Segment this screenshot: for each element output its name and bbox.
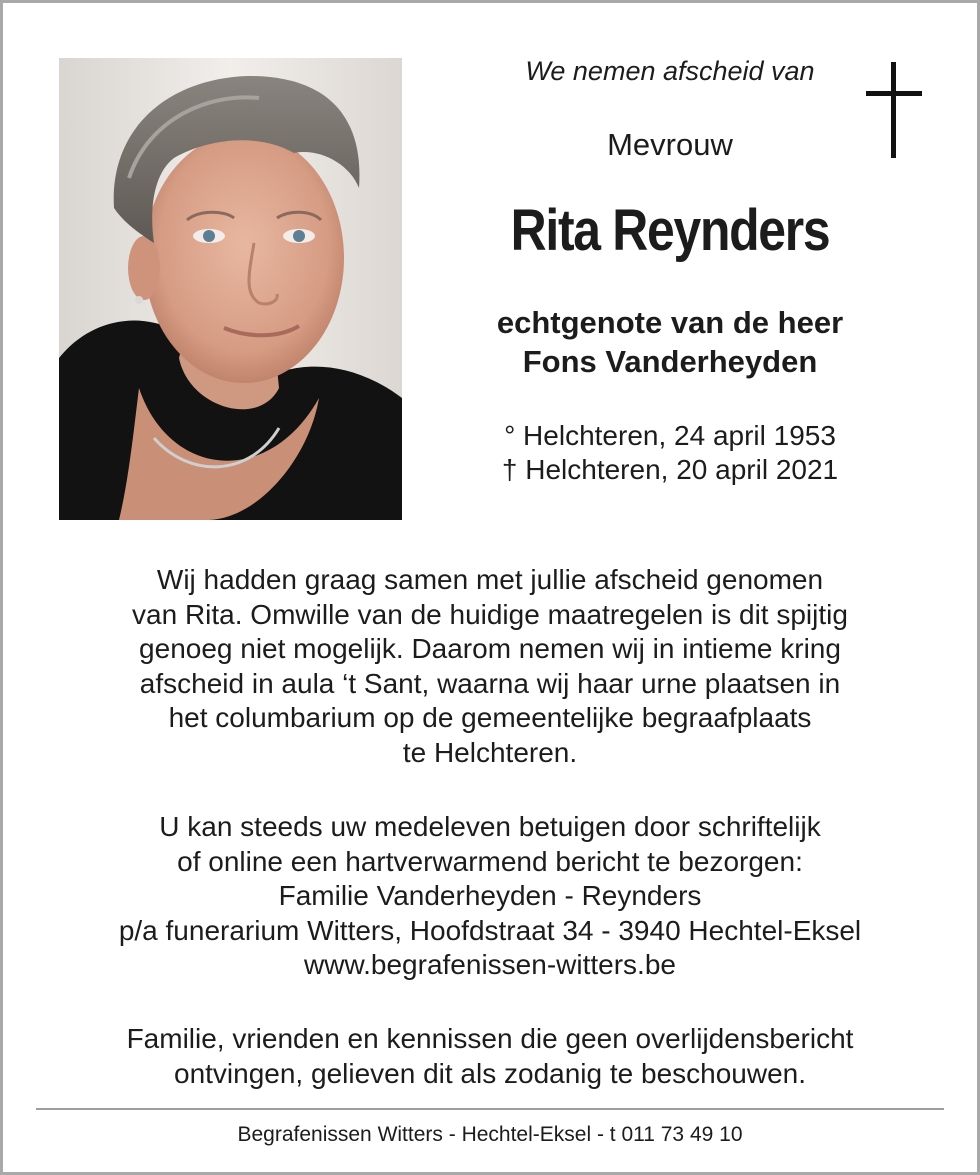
paragraph-line: of online een hartverwarmend bericht te bezorgen: (177, 845, 803, 877)
paragraph-line: het columbarium op de gemeentelijke begraafplaats (168, 702, 812, 733)
salutation: Mevrouw (607, 127, 733, 162)
intro-text: We nemen afscheid van (525, 56, 815, 86)
family-name: Familie Vanderheyden - Reynders (278, 880, 702, 911)
paragraph-line: U kan steeds uw medeleven betuigen door schriftelijk (159, 811, 821, 842)
funeral-home-address: p/a funerarium Witters, Hoofdstraat 34 - 3940 Hechtel-Eksel (118, 914, 862, 946)
condolence-paragraph (40, 810, 940, 983)
footer-text: Begrafenissen Witters - Hechtel-Eksel - t 011 73 49 10 (237, 1123, 743, 1146)
paragraph-line: ontvingen, gelieven dit als zodanig te beschouwen. (174, 1057, 806, 1089)
footer-divider (36, 1108, 944, 1110)
paragraph-line: genoeg niet mogelijk. Daarom nemen wij in intieme kring (139, 633, 841, 664)
paragraph-line: te Helchteren. (402, 736, 578, 768)
website-link[interactable]: www.begrafenissen-witters.be (304, 949, 676, 980)
announcement-paragraph (40, 563, 940, 770)
portrait-photo (59, 58, 402, 520)
spouse-line-1: echtgenote van de heer (496, 305, 844, 340)
paragraph-line: Familie, vrienden en kennissen die geen overlijdensbericht (126, 1023, 854, 1054)
life-dates (440, 419, 900, 487)
paragraph-line: afscheid in aula ‘t Sant, waarna wij haar urne plaatsen in (139, 667, 841, 699)
spouse-line-2: Fons Vanderheyden (522, 344, 818, 379)
paragraph-line: Wij hadden graag samen met jullie afscheid genomen (156, 564, 824, 595)
paragraph-line: van Rita. Omwille van de huidige maatregelen is dit spijtig (132, 598, 848, 630)
deceased-name: Rita Reynders (510, 198, 830, 263)
death-date: † Helchteren, 20 april 2021 (501, 454, 839, 485)
spouse-info (440, 303, 900, 381)
birth-date: ° Helchteren, 24 april 1953 (504, 420, 836, 451)
closing-paragraph (40, 1022, 940, 1091)
